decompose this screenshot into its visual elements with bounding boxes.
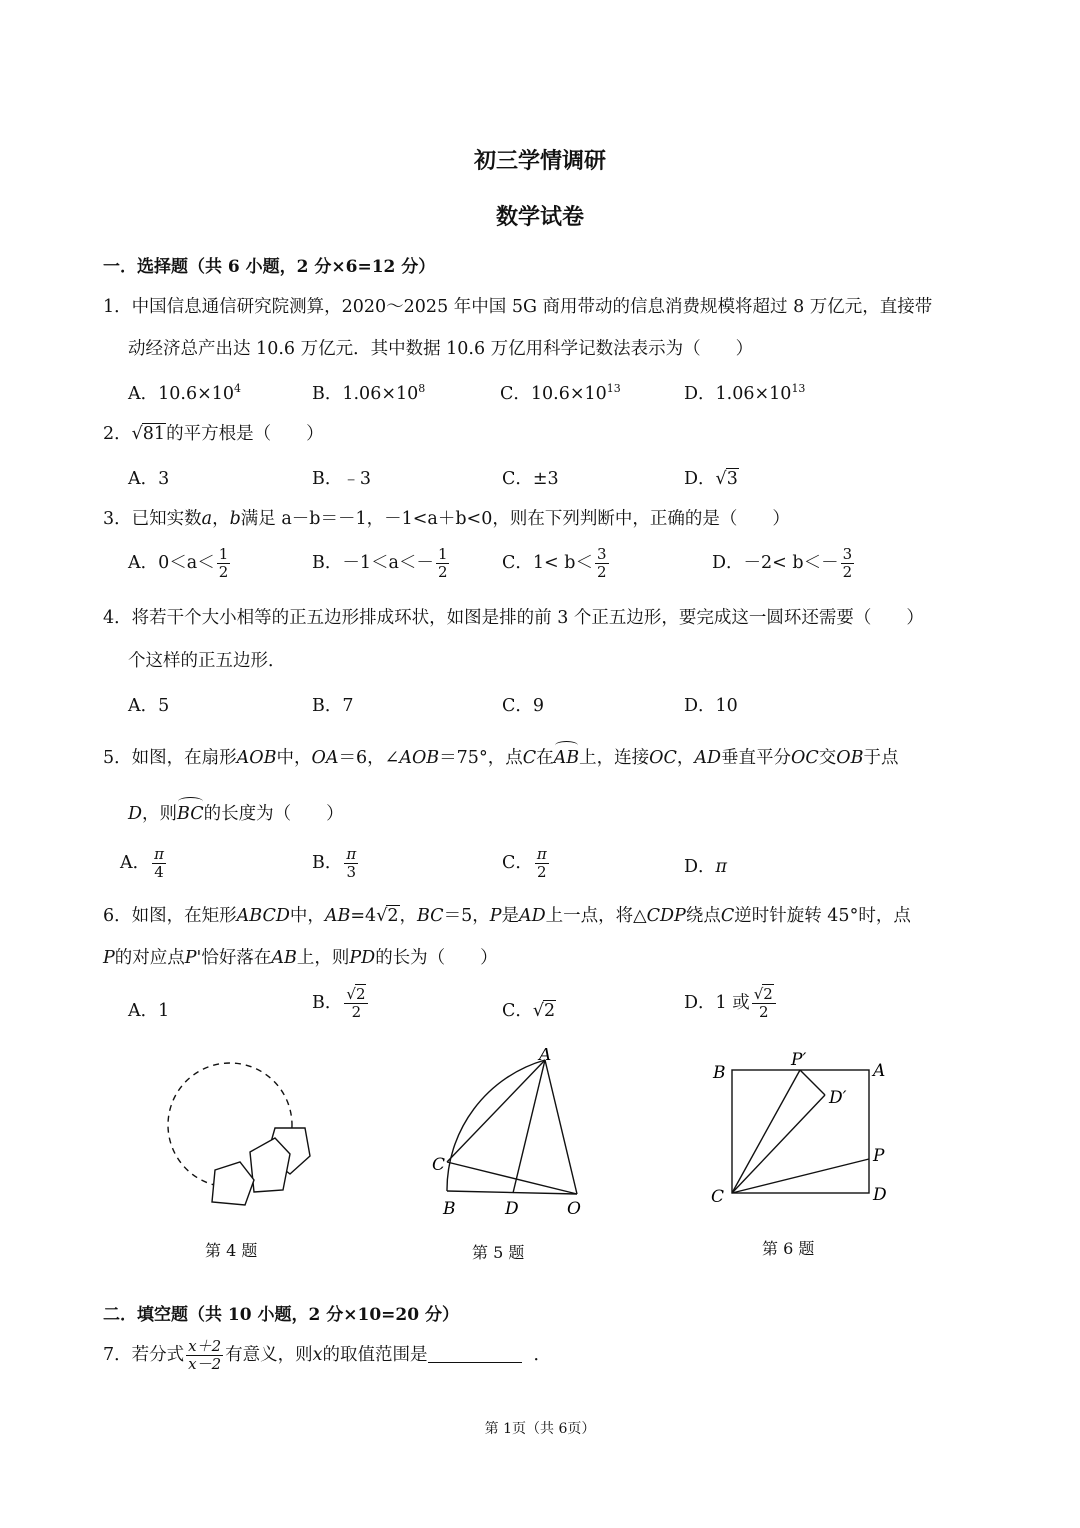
q2-option-a: A．3 [128, 469, 170, 489]
q1-option-d: D．$1.06\times 10^{13}$ [684, 382, 806, 404]
pentagon-1 [212, 1162, 254, 1205]
q5-option-b: B． $\frac{\pi}{3}$ [312, 845, 357, 881]
q1-option-c: C．$10.6\times 10^{13}$ [500, 382, 621, 404]
q6-line1: 6．如图，在矩形ABCD中，AB=4√2，BC＝5，P是AD上一点，将△CDP绕点C逆时针旋转 45°时，点 [103, 906, 911, 926]
label-d: D [505, 1199, 519, 1219]
section-2-heading: 二．填空题（共 10 小题，2 分×10=20 分） [103, 1305, 459, 1325]
label-p-prime: P′ [791, 1050, 807, 1070]
label-d-prime: D′ [829, 1088, 847, 1108]
q1-line1: 1．中国信息通信研究院测算，2020～2025 年中国 5G 商用带动的信息消费规模将超过 8 万亿元，直接带 [103, 297, 933, 317]
q4-option-b: B．7 [312, 696, 354, 716]
q4-option-a: A．5 [128, 696, 170, 716]
q4-line2: 个这样的正五边形． [128, 651, 286, 671]
q4-line1: 4．将若干个大小相等的正五边形排成环状，如图是排的前 3 个正五边形，要完成这一圆环还需要（ ） [103, 608, 924, 628]
sqrt-81: √81 [131, 424, 166, 444]
q5-line2: D，则BC的长度为（ ） [128, 804, 344, 824]
q1-line2: 动经济总产出达 10.6 万亿元．其中数据 10.6 万亿用科学记数法表示为（ ） [128, 339, 754, 359]
q6-option-c: C．√2 [502, 1001, 556, 1021]
q2-option-d: D．√3 [684, 469, 738, 489]
q7-stem: 7．若分式 $\frac{x+2}{x-2}$ 有意义，则x的取值范围是 ． [103, 1337, 552, 1373]
label-d: D [873, 1185, 887, 1205]
label-b: B [443, 1199, 456, 1219]
label-c: C [711, 1187, 725, 1207]
q4-option-c: C．9 [502, 696, 545, 716]
q6-option-b: B． $\frac{√2}{2}$ [312, 986, 370, 1021]
segment-ca [447, 1060, 545, 1162]
q3-option-d: D．－2< b＜－ $\frac{3}{2}$ [712, 545, 853, 581]
q5-line1: 5．如图，在扇形AOB中，OA＝6，∠AOB＝75°，点C在AB上，连接OC，AD垂直平分OC交OB于点 [103, 748, 899, 768]
label-p: P [873, 1146, 885, 1166]
q3-stem: 3．已知实数a，b满足 a－b＝－1，－1<a＋b<0，则在下列判断中，正确的是（ ） [103, 509, 790, 529]
q5-option-a: A． $\frac{\pi}{4}$ [120, 845, 164, 881]
q5-option-d: D．π [684, 857, 728, 877]
label-a: A [873, 1061, 886, 1081]
exam-subtitle: 数学试卷 [495, 205, 584, 230]
q4-option-d: D．10 [684, 696, 738, 716]
q5-option-c: C． $\frac{\pi}{2}$ [502, 845, 547, 881]
q6-line2: P的对应点P'恰好落在AB上，则PD的长为（ ） [103, 948, 498, 968]
label-b: B [713, 1063, 726, 1083]
figure-6-rectangle [705, 1045, 900, 1210]
arc-ab [447, 1060, 545, 1191]
segment-bo [447, 1191, 577, 1194]
page-footer: 第 1页（共 6页） [484, 1421, 596, 1437]
q2-option-c: C．±3 [502, 469, 559, 489]
exam-title: 初三学情调研 [473, 149, 606, 174]
q3-option-a: A．0＜a＜ $\frac{1}{2}$ [128, 545, 229, 581]
segment-co [447, 1162, 577, 1194]
q3-option-b: B．－1＜a＜－ $\frac{1}{2}$ [312, 545, 448, 581]
q2-option-b: B．﹣3 [312, 469, 371, 489]
answer-blank[interactable] [428, 1346, 522, 1363]
label-a: A [539, 1048, 552, 1065]
figure-5-caption: 第 5 题 [472, 1243, 525, 1262]
q1-option-b: B．$1.06\times 10^8$ [312, 382, 426, 404]
q6-option-d: D．1 或 $\frac{√2}{2}$ [684, 986, 778, 1021]
q6-option-a: A．1 [128, 1001, 170, 1021]
segment-ao [545, 1060, 577, 1194]
figure-5-sector [425, 1048, 595, 1223]
section-1-heading: 一．选择题（共 6 小题，2 分×6=12 分） [103, 257, 436, 277]
figure-4-pentagons [150, 1050, 330, 1220]
q2-stem: 2．√81的平方根是（ ） [103, 424, 324, 444]
segment-pd-prime [800, 1070, 825, 1095]
label-o: O [567, 1199, 581, 1219]
q3-option-c: C．1< b＜ $\frac{3}{2}$ [502, 545, 607, 581]
figure-6-caption: 第 6 题 [762, 1239, 815, 1258]
label-c: C [432, 1155, 446, 1175]
q1-option-a: A．$10.6\times 10^4$ [128, 382, 242, 404]
segment-cp [732, 1159, 869, 1193]
rect-abcd [732, 1070, 869, 1193]
figure-4-caption: 第 4 题 [205, 1241, 258, 1260]
segment-ad [513, 1060, 545, 1193]
